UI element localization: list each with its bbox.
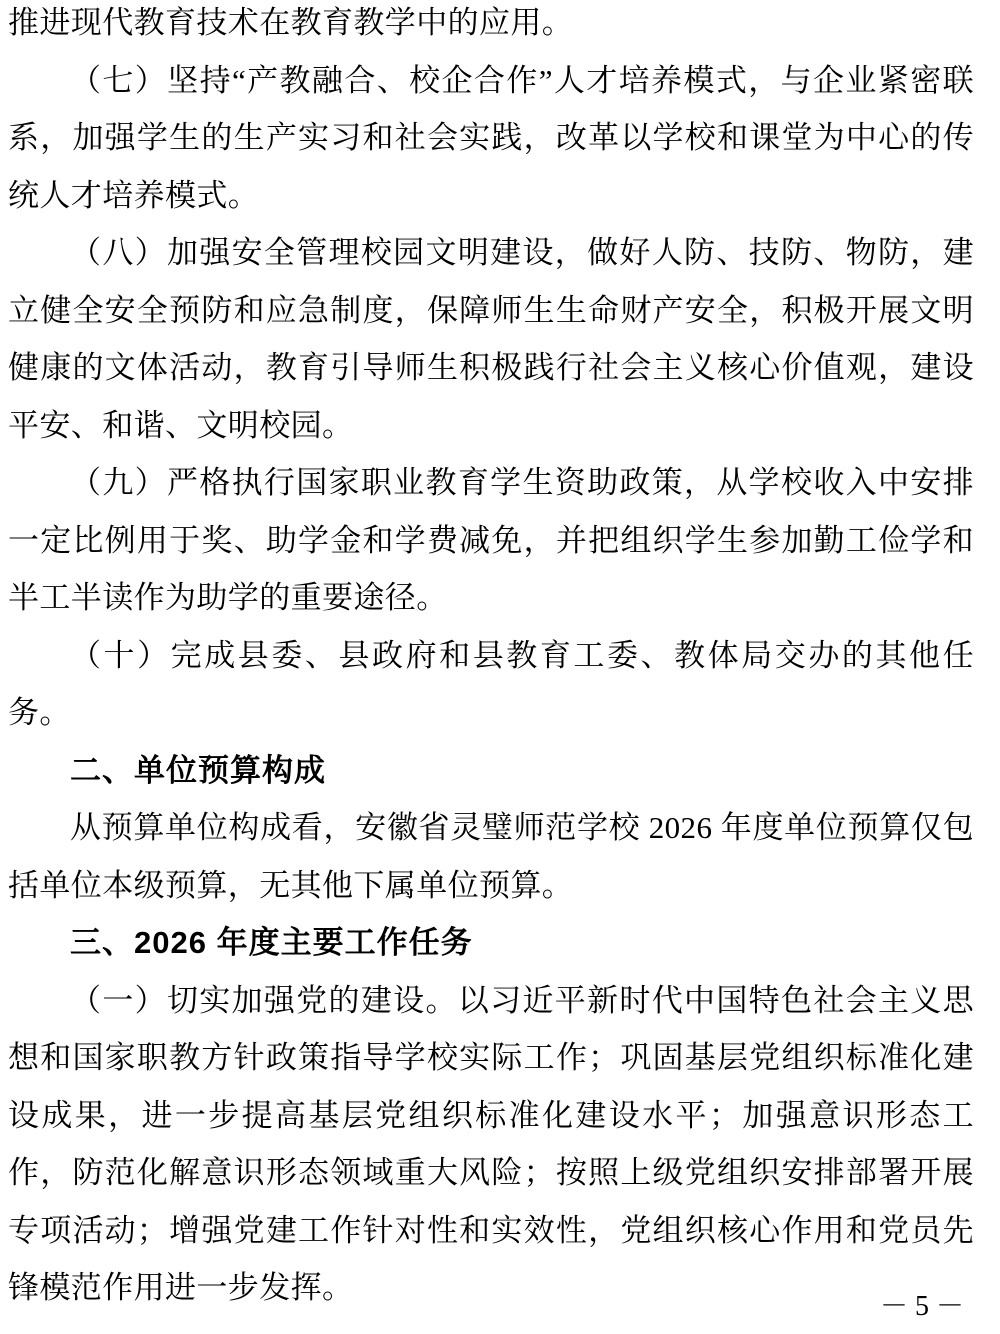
page-number: － 5 － (879, 1291, 964, 1322)
paragraph-item-ten: （十）完成县委、县政府和县教育工委、教体局交办的其他任务。 (8, 637, 974, 730)
section-heading-budget-composition: 二、单位预算构成 (70, 752, 326, 788)
paragraph-budget-composition: 从预算单位构成看，安徽省灵璧师范学校 2026 年度单位预算仅包括单位本级预算，无其他下属单位预算。 (8, 810, 974, 903)
paragraph-item-eight: （八）加强安全管理校园文明建设，做好人防、技防、物防，建立健全安全预防和应急制度，保障师生生命财产安全，积极开展文明健康的文体活动，教育引导师生积极践行社会主义核心价值观，建设平安、和谐、文明校园。 (8, 235, 974, 443)
paragraph-item-nine: （九）严格执行国家职业教育学生资助政策，从学校收入中安排一定比例用于奖、助学金和学费减免，并把组织学生参加勤工俭学和半工半读作为助学的重要途径。 (8, 465, 974, 615)
section-heading-2026-tasks: 三、2026 年度主要工作任务 (70, 925, 473, 960)
paragraph-item-seven: （七）坚持“产教融合、校企合作”人才培养模式，与企业紧密联系，加强学生的生产实习和社会实践，改革以学校和课堂为中心的传统人才培养模式。 (8, 62, 974, 213)
paragraph-task-one-party-building: （一）切实加强党的建设。以习近平新时代中国特色社会主义思想和国家职教方针政策指导学校实际工作；巩固基层党组织标准化建设成果，进一步提高基层党组织标准化建设水平；加强意识形态工作，防范化解意识形态领域重大风险；按照上级党组织安排部署开展专项活动；增强党建工作针对性和实效性，党组织核心作用和党员先锋模范作用进一步发挥。 (8, 982, 974, 1305)
paragraph-continuation: 推进现代教育技术在教育教学中的应用。 (8, 5, 574, 40)
document-body (8, 0, 974, 1317)
